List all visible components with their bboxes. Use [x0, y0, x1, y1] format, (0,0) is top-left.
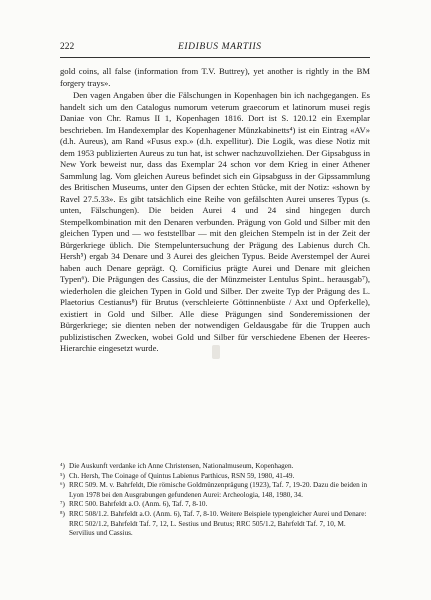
footnote-text: RRC 509. M. v. Bahrfeldt, Die römische Goldmünzenprägung (1923), Taf. 7, 19-20. Dazu die beiden in Lyon 1978 bei den Ausgrabungen gefundenen Aurei: Archeologia, 148, 1980, 34. [69, 481, 368, 499]
footnotes [60, 462, 370, 539]
footnote-text: Die Auskunft verdanke ich Anne Christensen, Nationalmuseum, Kopenhagen. [69, 462, 294, 470]
footnote-mark: ⁶) [60, 481, 65, 490]
footnote-mark: ⁵) [60, 471, 65, 480]
footnote-mark: ⁸) [60, 509, 65, 518]
running-title: EIDIBUS MARTIIS [178, 42, 262, 52]
page-header [60, 40, 370, 56]
footnote-mark: ⁷) [60, 500, 65, 509]
footnote [60, 462, 370, 472]
footnote-mark: ⁴) [60, 462, 65, 470]
footnote [60, 510, 370, 539]
paragraph-continuation: gold coins, all false (information from T.V. Buttrey), yet another is rightly in the BM forgery trays». [60, 66, 370, 88]
footnote-text: Ch. Hersh, The Coinage of Quintus Labienus Parthicus, RSN 59, 1980, 41-49. [69, 471, 295, 480]
footnote-text: RRC 500. Bahrfeldt a.O. (Anm. 6), Taf. 7, 8-10. [69, 500, 208, 509]
body-text [60, 66, 370, 355]
footnote [60, 500, 370, 510]
footnote-text: RRC 508/1.2. Bahrfeldt a.O. (Anm. 6), Taf. 7, 8-10. Weitere Beispiele typengleicher Aurei und Denare: RRC 502/1.2, Bahrfeldt Taf. 7, 12, L. Sestius und Brutus; RRC 505/1.2, Bahrfeldt Taf. 7, 10, M. Servilius und Cassius. [69, 509, 367, 538]
paragraph-main: Den vagen Angaben über die Fälschungen in Kopenhagen bin ich nachgegangen. Es handelt sich um den Catalogus numorum veterum graecorum et latinorum musei regis Daniae von Chr. Ramus II 1, Kopenhagen 1816. Dort ist S. 120.12 ein Exemplar beschrieben. Im Handexemplar des Kopenhagener Münzkabinetts⁴) ist ein Eintrag «AV» (d.h. Aureus), am Rand «Fusus exp.» (d.h. expellitur). Die Logik, was diese Notiz mit dem 1953 publizierten Aureus zu tun hat, ist schwer nachzuvollziehen. Der Gipsabguss in New York beweist nur, dass das Exemplar 24 schon vor dem Krieg in einer Athener Sammlung lag. Vom gleichen Aureus befindet sich ein Gipsabguss in der Gipssammlung des Britischen Museums, unter den Gipsen der echten Stücke, mit der Notiz: «shown by Ravel 27.5.33». Es gibt tatsächlich eine Reihe von gefälschten Aurei unseres Typus (s. unten, Fälschungen). Die beiden Aurei 4 und 24 sind hingegen durch Stempelkombination mit den Denaren verbunden. Prägung von Gold und Silber mit den gleichen Typen und — wo feststellbar — mit den gleichen Stempeln ist in der Zeit der Bürgerkriege üblich. Die Stempeluntersuchung der Prägung des Labienus durch Ch. Hersh⁵) ergab 34 Denare und 3 Aurei des gleichen Typus. Beide Averstempel der Aurei haben auch Denare geprägt. Q. Cornificius prägte Aurei und Denare mit gleichen Typen⁶). Die Prägungen des Cassius, die der Münzmeister Lentulus Spint.. herausgab⁷), wiederholen die gleichen Typen in Gold und Silber. Der zweite Typ der Prägung des L. Plaetorius Cestianus⁸) für Brutus (verschleierte Göttinnenbüste / Axt und Opferkelle), existiert in Gold und Silber. Alle diese Prägungen sind Sonderemissionen der Bürgerkriege; sie dienten neben der notwendigen Geldausgabe für die Truppen auch publizistischen Zwecken, wobei Gold und Silber für verschiedene Ebenen der Heeres-Hierarchie eingesetzt wurde. [60, 90, 370, 353]
header-rule [60, 57, 370, 58]
scan-smudge [212, 345, 220, 359]
footnote [60, 481, 370, 500]
footnote [60, 472, 370, 482]
page-number: 222 [60, 42, 75, 52]
